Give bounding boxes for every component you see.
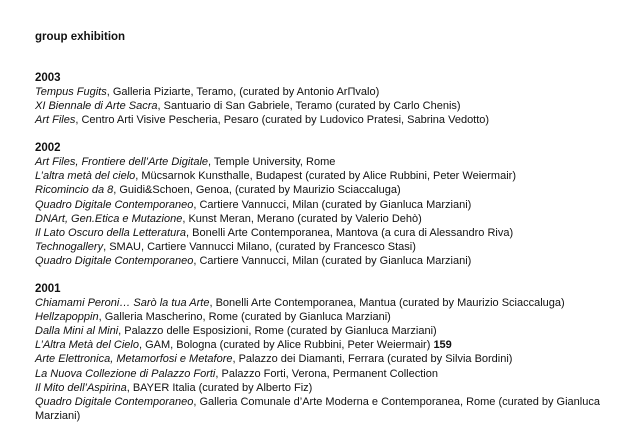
exhibition-details: , Bonelli Arte Contemporanea, Mantova (a cura di Alessandro Riva) (186, 226, 514, 239)
exhibition-entry (35, 198, 625, 212)
year-block-2001 (35, 282, 625, 423)
exhibition-entry (35, 310, 625, 324)
exhibition-details: , Kunst Meran, Merano (curated by Valerio Dehò) (182, 212, 422, 225)
exhibition-title: Quadro Digitale Contemporaneo (35, 395, 194, 408)
year-heading: 2003 (35, 72, 61, 84)
exhibition-title: Il Mito dell’Aspirina (35, 381, 127, 394)
exhibition-title: Il Lato Oscuro della Letteratura (35, 226, 187, 239)
exhibition-entry (35, 324, 625, 338)
exhibition-details: , Mücsarnok Kunsthalle, Budapest (curated by Alice Rubbini, Peter Weiermair) (135, 170, 516, 183)
exhibition-details: , Cartiere Vannucci, Milan (curated by Gianluca Marziani) (193, 254, 472, 267)
exhibition-details: , Santuario di San Gabriele, Teramo (curated by Carlo Chenis) (157, 100, 461, 113)
exhibition-entry (35, 212, 625, 226)
exhibition-entry (35, 99, 625, 113)
exhibition-details: , Bonelli Arte Contemporanea, Mantua (curated by Maurizio Sciaccaluga) (209, 297, 565, 310)
exhibition-entry (35, 226, 625, 240)
exhibition-details: , Galleria Mascherino, Rome (curated by Gianluca Marziani) (98, 311, 391, 324)
exhibition-entry (35, 155, 625, 169)
exhibition-details: , Palazzo Forti, Verona, Permanent Collection (215, 367, 438, 380)
exhibition-details: , Centro Arti Visive Pescheria, Pesaro (curated by Ludovico Pratesi, Sabrina Vedotto) (75, 114, 490, 127)
section-heading: group exhibition (35, 31, 126, 43)
exhibition-title: Ricomincio da 8 (35, 184, 114, 197)
exhibition-details: , Palazzo delle Esposizioni, Rome (curated by Gianluca Marziani) (118, 325, 437, 338)
exhibition-title: Art Files (35, 114, 76, 127)
exhibition-entry (35, 367, 625, 381)
exhibition-title: Hellzapoppin (35, 311, 99, 324)
exhibition-title: Art Files, Frontiere dell’Arte Digitale (35, 156, 209, 169)
exhibition-entry (35, 352, 625, 366)
exhibition-entry (35, 113, 625, 127)
exhibition-title: La Nuova Collezione di Palazzo Forti (35, 367, 216, 380)
exhibition-entry (35, 183, 625, 197)
exhibition-details: , SMAU, Cartiere Vannucci Milano, (curated by Francesco Stasi) (103, 240, 416, 253)
exhibition-details: , Galleria Comunale d’Arte Moderna e Contemporanea, Rome (curated by Gianluca Marziani) (35, 395, 600, 422)
exhibition-title: DNArt, Gen.Etica e Mutazione (35, 212, 183, 225)
exhibition-title: Tempus Fugits (35, 86, 107, 98)
document-page (35, 30, 625, 437)
exhibition-entry (35, 240, 625, 254)
exhibition-entry (35, 296, 625, 310)
exhibition-entry (35, 338, 625, 352)
exhibition-title: XI Biennale di Arte Sacra (35, 100, 158, 113)
exhibition-details: , Guidi&Schoen, Genoa, (curated by Maurizio Sciaccaluga) (113, 184, 401, 197)
exhibition-details: , Galleria Piziarte, Teramo, (curated by Antonio ArΠvalo) (106, 86, 380, 98)
exhibition-title: Dalla Mini al Mini (35, 325, 119, 338)
exhibition-title: Quadro Digitale Contemporaneo (35, 254, 194, 267)
exhibition-title: Arte Elettronica, Metamorfosi e Metafore (35, 353, 233, 366)
exhibition-title: L’altra metà del cielo (35, 170, 136, 183)
exhibition-details: , Temple University, Rome (208, 156, 336, 169)
year-heading: 2002 (35, 142, 61, 155)
exhibition-title: L’Altra Metà del Cielo (35, 339, 139, 352)
exhibition-title: Technogallery (35, 240, 104, 253)
exhibition-details: , GAM, Bologna (curated by Alice Rubbini, Peter Weiermair) (138, 339, 434, 352)
exhibition-entry (35, 254, 625, 268)
exhibition-title: Chiamami Peroni… Sarò la tua Arte (35, 297, 210, 310)
year-block-2003 (35, 71, 625, 127)
exhibition-entry (35, 395, 625, 423)
exhibition-entry (35, 85, 625, 99)
exhibition-title: Quadro Digitale Contemporaneo (35, 198, 194, 211)
page-number: 159 (433, 339, 452, 352)
exhibition-entry (35, 169, 625, 183)
year-heading: 2001 (35, 283, 61, 296)
exhibition-details: , Cartiere Vannucci, Milan (curated by Gianluca Marziani) (193, 198, 472, 211)
year-block-2002 (35, 141, 625, 268)
exhibition-details: , BAYER Italia (curated by Alberto Fiz) (126, 381, 313, 394)
exhibition-details: , Palazzo dei Diamanti, Ferrara (curated by Silvia Bordini) (232, 353, 513, 366)
exhibition-entry (35, 381, 625, 395)
